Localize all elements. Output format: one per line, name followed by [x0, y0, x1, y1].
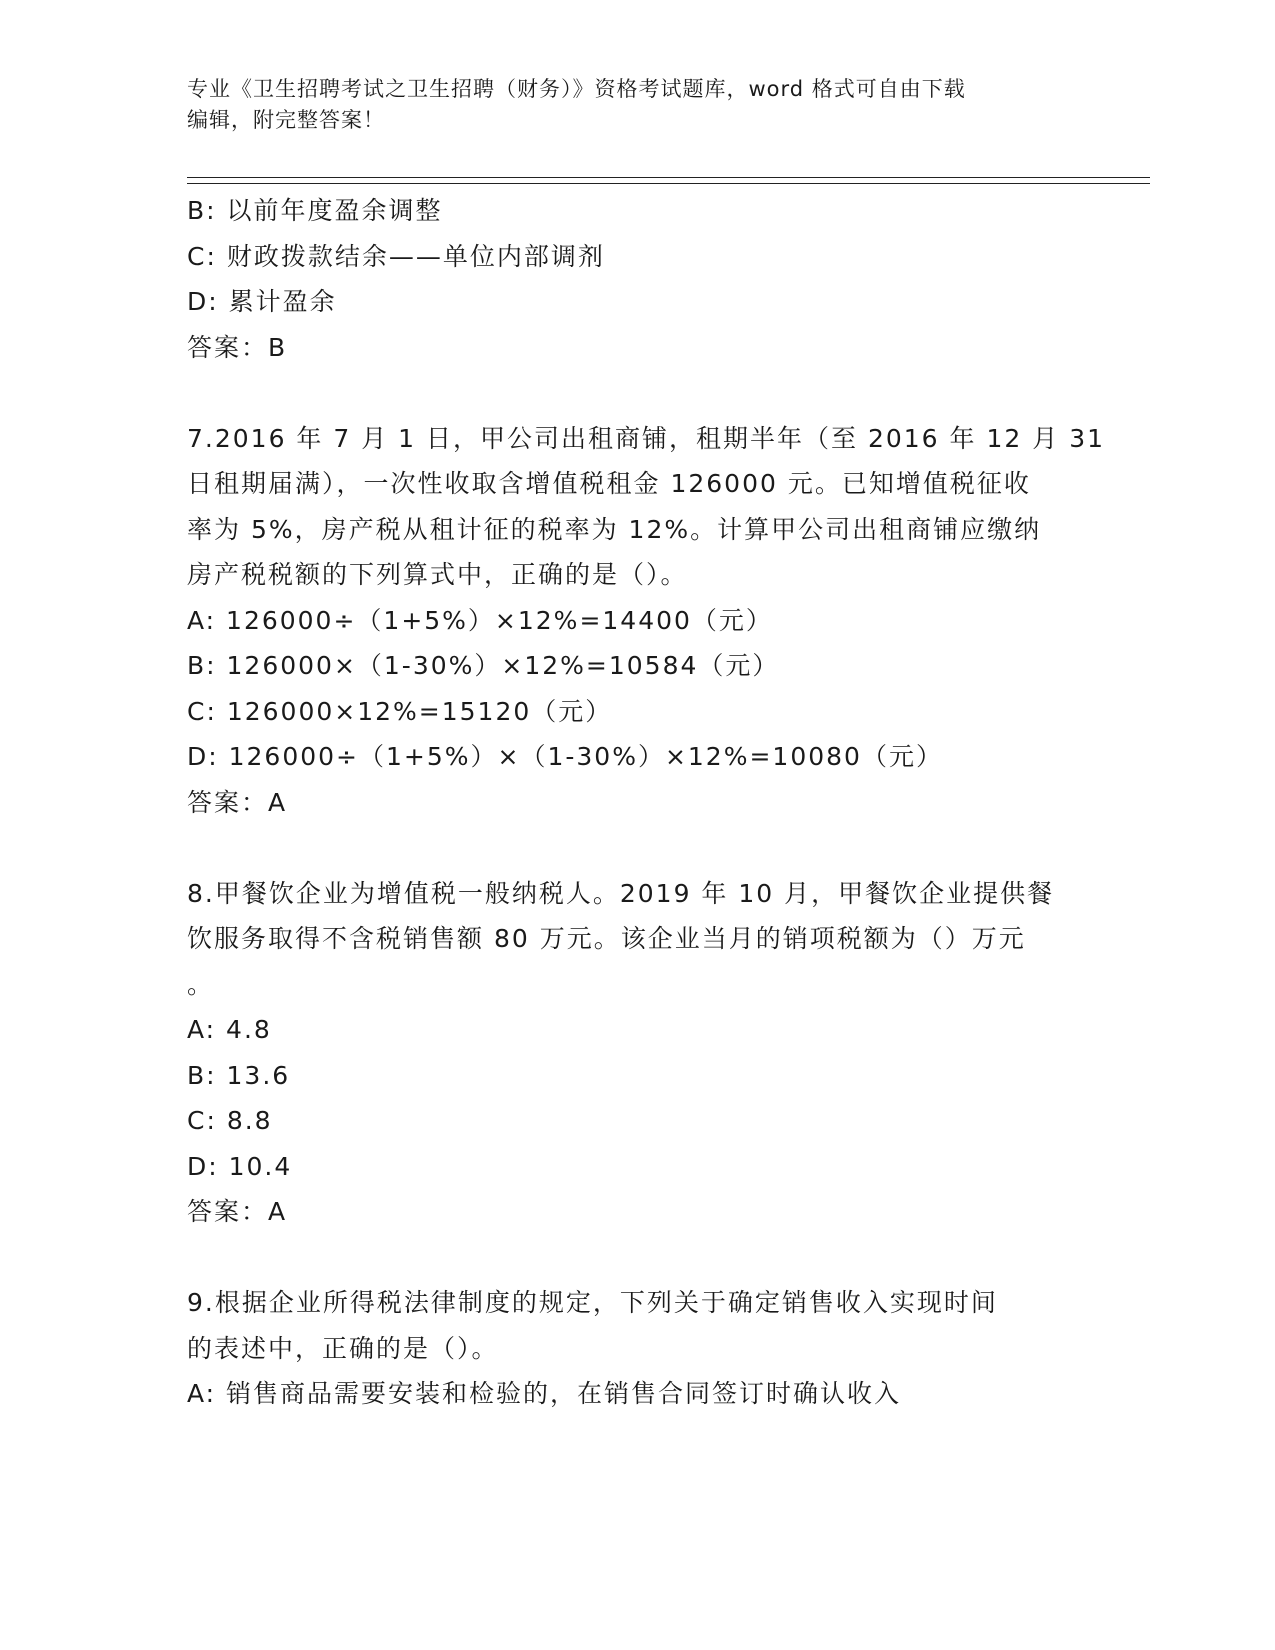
q7-option-c: C: 126000×12%=15120（元） — [187, 696, 613, 726]
q7-text-line-1: 7.2016 年 7 月 1 日，甲公司出租商铺，租期半年（至 2016 年 12 月 31 — [187, 423, 1106, 453]
document-header — [187, 74, 1067, 136]
q8-answer: 答案：A — [187, 1197, 288, 1226]
header-divider-top — [187, 177, 1150, 178]
q6-option-b: B: 以前年度盈余调整 — [187, 196, 443, 225]
q7-answer: 答案：A — [187, 787, 288, 817]
question-7 — [187, 416, 1106, 826]
q7-option-b: B: 126000×（1-30%）×12%=10584（元） — [187, 651, 780, 680]
q6-answer: 答案：B — [187, 332, 288, 362]
document-body — [187, 188, 1106, 1417]
q9-text-line-1: 9.根据企业所得税法律制度的规定，下列关于确定销售收入实现时间 — [187, 1288, 998, 1317]
q6-option-c: C: 财政拨款结余——单位内部调剂 — [187, 241, 605, 271]
q8-text-line-3: 。 — [187, 969, 215, 999]
q8-option-a: A: 4.8 — [187, 1015, 272, 1044]
q9-option-a: A: 销售商品需要安装和检验的，在销售合同签订时确认收入 — [187, 1379, 902, 1408]
q7-option-a: A: 126000÷（1+5%）×12%=14400（元） — [187, 605, 773, 635]
question-8 — [187, 871, 1087, 1235]
q7-text-line-3: 率为 5%，房产税从租计征的税率为 12%。计算甲公司出租商铺应缴纳 — [187, 514, 1042, 544]
q6-option-d: D: 累计盈余 — [187, 287, 337, 316]
spacer — [187, 1235, 1087, 1281]
q8-text-line-1: 8.甲餐饮企业为增值税一般纳税人。2019 年 10 月，甲餐饮企业提供餐 — [187, 878, 1055, 908]
question-6-remainder — [187, 188, 1087, 370]
spacer — [187, 825, 1087, 871]
q8-option-d: D: 10.4 — [187, 1151, 293, 1181]
header-line-2: 编辑，附完整答案！ — [187, 108, 385, 132]
question-9 — [187, 1280, 1087, 1417]
header-line-1: 专业《卫生招聘考试之卫生招聘（财务）》资格考试题库，word 格式可自由下载 — [187, 77, 966, 101]
spacer — [187, 370, 1087, 416]
q8-option-c: C: 8.8 — [187, 1106, 273, 1135]
header-divider-bottom — [187, 183, 1150, 184]
q7-option-d: D: 126000÷（1+5%）×（1-30%）×12%=10080（元） — [187, 742, 943, 771]
q8-text-line-2: 饮服务取得不含税销售额 80 万元。该企业当月的销项税额为（）万元 — [187, 924, 1026, 953]
q8-option-b: B: 13.6 — [187, 1060, 291, 1090]
q7-text-line-2: 日租期届满），一次性收取含增值税租金 126000 元。已知增值税征收 — [187, 469, 1031, 498]
q9-text-line-2: 的表述中，正确的是（）。 — [187, 1333, 499, 1363]
q7-text-line-4: 房产税税额的下列算式中，正确的是（）。 — [187, 560, 688, 589]
